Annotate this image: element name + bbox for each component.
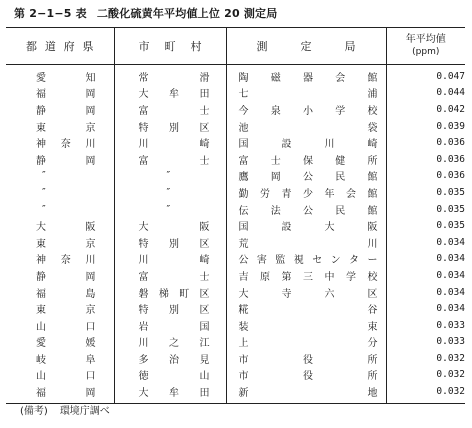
city-cell-char: 特 [138, 122, 149, 134]
prefecture-cell-ditto-mark: ″ [42, 203, 46, 215]
value-cell: 0.039 [386, 118, 465, 135]
station-cell-char: 会 [335, 72, 346, 84]
station-cell-char: 川 [324, 139, 335, 151]
station-cell-char: 今 [238, 105, 249, 117]
station-cell-char: 国 [238, 222, 249, 234]
station-cell-char: 大 [238, 288, 249, 300]
city-cell-char: 別 [169, 238, 179, 250]
city-cell-char: 区 [199, 305, 210, 317]
station-cell-char: 中 [324, 271, 335, 283]
city-cell-char: 治 [169, 354, 179, 366]
value-cell: 0.035 [386, 184, 465, 201]
value-cell: 0.032 [386, 383, 465, 403]
station-cell [226, 85, 386, 102]
value-cell: 0.033 [386, 334, 465, 351]
station-cell-char: 泉 [270, 105, 281, 117]
station-cell [226, 65, 386, 85]
city-cell-char: 牟 [169, 89, 179, 101]
station-cell-char: 三 [303, 271, 313, 283]
city-cell-char: 特 [138, 305, 149, 317]
header-prefecture-char: 府 [63, 40, 75, 53]
station-cell-char: 所 [367, 371, 378, 383]
station-cell-char: 区 [367, 288, 378, 300]
city-cell-char: 大 [138, 89, 149, 101]
city-cell-char: 徳 [138, 371, 149, 383]
city-cell-char: 川 [138, 139, 149, 151]
prefecture-cell-ditto-mark: ″ [42, 186, 46, 198]
station-cell [226, 151, 386, 168]
prefecture-cell-char: 静 [36, 271, 46, 283]
station-cell-char: 浦 [367, 89, 378, 101]
station-cell-char: 害 [256, 255, 267, 267]
station-cell-char: 伝 [238, 205, 249, 217]
table-row [6, 151, 465, 168]
station-cell-char: 装 [238, 321, 249, 333]
prefecture-cell [6, 300, 114, 317]
station-cell [226, 350, 386, 367]
station-cell [226, 118, 386, 135]
station-cell-char: 吉 [238, 271, 249, 283]
station-cell-char: 第 [281, 271, 292, 283]
city-cell [114, 367, 226, 384]
city-cell-char: 田 [199, 388, 210, 400]
prefecture-cell-char: 知 [85, 72, 96, 84]
value-cell: 0.032 [386, 367, 465, 384]
station-cell-char: 健 [335, 155, 346, 167]
city-cell-char: 崎 [199, 255, 210, 267]
table-row [6, 234, 465, 251]
value-cell: 0.034 [386, 300, 465, 317]
station-cell-char: 学 [335, 105, 346, 117]
city-cell [114, 267, 226, 284]
station-cell-char: 束 [367, 321, 378, 333]
station-cell [226, 184, 386, 201]
prefecture-cell-char: 神 [36, 139, 46, 151]
station-cell [226, 317, 386, 334]
prefecture-cell-char: 奈 [60, 255, 71, 267]
prefecture-cell-char: 口 [85, 371, 96, 383]
station-cell-char: 民 [335, 172, 346, 184]
station-cell-char: 地 [367, 388, 378, 400]
header-station-char: 定 [300, 40, 312, 53]
prefecture-cell-ditto-mark: ″ [42, 170, 46, 182]
station-cell-char: ン [330, 255, 341, 267]
header-row [6, 28, 465, 65]
city-cell-char: 区 [199, 122, 210, 134]
station-cell [226, 217, 386, 234]
prefecture-cell [6, 65, 114, 85]
station-cell [226, 168, 386, 185]
prefecture-cell [6, 85, 114, 102]
station-cell-char: 館 [367, 72, 378, 84]
station-cell-char: 役 [303, 371, 313, 383]
city-cell-char: 牟 [169, 388, 179, 400]
city-cell-char: 川 [138, 255, 149, 267]
station-cell [226, 101, 386, 118]
station-cell-char: 館 [367, 172, 378, 184]
header-prefecture-char: 都 [26, 40, 37, 53]
city-cell [114, 201, 226, 218]
station-cell [226, 134, 386, 151]
city-cell-char: 常 [138, 72, 149, 84]
city-cell-ditto-mark: ″ [166, 186, 171, 198]
footnote-label: (備考) [20, 406, 48, 417]
prefecture-cell-char: 京 [85, 122, 96, 134]
header-prefecture-char: 道 [44, 40, 56, 53]
station-cell-char: 市 [238, 354, 249, 366]
city-cell [114, 251, 226, 268]
station-cell [226, 234, 386, 251]
table-row [6, 317, 465, 334]
prefecture-cell [6, 168, 114, 185]
city-cell [114, 234, 226, 251]
value-cell: 0.034 [386, 234, 465, 251]
station-cell-char: 寺 [281, 288, 292, 300]
station-cell-char: 袋 [367, 122, 378, 134]
table-row [6, 201, 465, 218]
table-number: 第 2−1−5 表 [14, 7, 87, 20]
prefecture-cell-char: 媛 [85, 338, 96, 350]
station-cell-char: 民 [335, 205, 346, 217]
station-cell-char: 青 [281, 188, 292, 200]
station-cell [226, 383, 386, 403]
city-cell-char: 町 [179, 288, 190, 300]
station-cell-char: 崎 [367, 139, 378, 151]
table-row [6, 367, 465, 384]
prefecture-cell-char: 愛 [36, 72, 46, 84]
station-cell-char: タ [349, 255, 360, 267]
station-cell-char: 糀 [238, 305, 249, 317]
prefecture-cell-char: 島 [85, 288, 96, 300]
station-cell-char: 陶 [238, 72, 249, 84]
value-cell: 0.032 [386, 350, 465, 367]
table-row [6, 383, 465, 403]
city-cell-ditto-mark: ″ [166, 203, 171, 215]
prefecture-cell-char: 愛 [36, 338, 46, 350]
station-cell-char: 労 [260, 188, 270, 200]
prefecture-cell-char: 岐 [36, 354, 46, 366]
station-cell-char: 上 [238, 338, 249, 350]
station-cell-char: 富 [238, 155, 249, 167]
city-cell-char: 士 [199, 105, 210, 117]
prefecture-cell-char: 山 [36, 371, 46, 383]
header-station-char: 局 [344, 40, 356, 53]
city-cell [114, 85, 226, 102]
station-cell-char: 少 [303, 188, 313, 200]
prefecture-cell-char: 奈 [60, 139, 71, 151]
city-cell [114, 300, 226, 317]
station-cell-char: 役 [303, 354, 313, 366]
station-cell-char: 学 [346, 271, 356, 283]
city-cell-char: 多 [138, 354, 149, 366]
city-cell-char: 磐 [138, 288, 149, 300]
table-caption: 二酸化硫黄年平均値上位 20 測定局 [96, 7, 278, 20]
prefecture-cell-char: 口 [85, 321, 96, 333]
station-cell-char: 小 [303, 105, 313, 117]
station-cell-char: 七 [238, 89, 249, 101]
prefecture-cell [6, 101, 114, 118]
station-cell-char: 保 [303, 155, 313, 167]
prefecture-cell-char: 山 [36, 321, 46, 333]
city-cell [114, 284, 226, 301]
prefecture-cell [6, 151, 114, 168]
prefecture-cell [6, 134, 114, 151]
city-cell [114, 334, 226, 351]
station-cell-char: 磁 [270, 72, 281, 84]
prefecture-cell [6, 350, 114, 367]
city-cell [114, 217, 226, 234]
value-cell: 0.034 [386, 284, 465, 301]
station-cell-char: 六 [324, 288, 335, 300]
station-cell-char: 大 [324, 222, 335, 234]
station-cell-char: 分 [367, 338, 378, 350]
header-station-char: 測 [256, 40, 268, 53]
table-row [6, 101, 465, 118]
station-cell-char: 岡 [270, 172, 281, 184]
prefecture-cell-char: 福 [36, 89, 46, 101]
station-cell-char: 館 [367, 205, 378, 217]
station-cell-char: 新 [238, 388, 249, 400]
city-cell-char: 川 [138, 338, 149, 350]
city-cell-ditto-mark: ″ [166, 170, 171, 182]
table-row [6, 251, 465, 268]
station-cell-char: 館 [367, 188, 378, 200]
footnote [20, 402, 110, 417]
prefecture-cell [6, 217, 114, 234]
city-cell-char: 崎 [199, 139, 210, 151]
city-cell-char: 士 [199, 271, 210, 283]
station-cell [226, 284, 386, 301]
prefecture-cell-char: 東 [36, 305, 46, 317]
table-row [6, 334, 465, 351]
city-cell-char: 見 [199, 354, 210, 366]
city-cell-char: 滑 [199, 72, 210, 84]
city-cell [114, 118, 226, 135]
station-cell-char: 公 [303, 205, 313, 217]
header-station [226, 28, 386, 65]
prefecture-cell [6, 383, 114, 403]
station-cell-char: 設 [281, 222, 292, 234]
header-city [114, 28, 226, 65]
station-cell-char: ー [367, 255, 378, 267]
station-cell [226, 201, 386, 218]
station-cell-char: 谷 [367, 305, 378, 317]
city-cell [114, 184, 226, 201]
prefecture-cell-char: 阪 [85, 222, 96, 234]
city-cell-char: 区 [199, 288, 210, 300]
city-cell [114, 383, 226, 403]
station-cell-char: 市 [238, 371, 249, 383]
prefecture-cell-char: 岡 [85, 271, 96, 283]
header-city-char: 市 [138, 40, 150, 53]
city-cell-char: 岩 [138, 321, 149, 333]
city-cell [114, 168, 226, 185]
city-cell [114, 350, 226, 367]
header-annual-mean [386, 28, 465, 65]
station-cell-char: 勤 [238, 188, 249, 200]
city-cell-char: 富 [138, 155, 149, 167]
city-cell [114, 151, 226, 168]
station-cell-char: 公 [238, 255, 249, 267]
so2-ranking-table [6, 27, 465, 404]
table-row [6, 184, 465, 201]
value-cell: 0.035 [386, 201, 465, 218]
prefecture-cell [6, 317, 114, 334]
station-cell-char: 荒 [238, 238, 249, 250]
station-cell-char: 監 [275, 255, 286, 267]
prefecture-cell-char: 川 [85, 139, 96, 151]
value-cell: 0.033 [386, 317, 465, 334]
value-cell: 0.036 [386, 168, 465, 185]
prefecture-cell [6, 367, 114, 384]
prefecture-cell-char: 京 [85, 238, 96, 250]
header-prefecture [6, 28, 114, 65]
header-value-unit: (ppm) [412, 47, 440, 57]
station-cell-char: 池 [238, 122, 249, 134]
prefecture-cell-char: 京 [85, 305, 96, 317]
city-cell [114, 65, 226, 85]
prefecture-cell-char: 岡 [85, 105, 96, 117]
station-cell-char: 鷹 [238, 172, 249, 184]
prefecture-cell [6, 184, 114, 201]
city-cell-char: 大 [138, 388, 149, 400]
city-cell-char: 富 [138, 105, 149, 117]
prefecture-cell-char: 岡 [85, 155, 96, 167]
table-title [14, 5, 277, 21]
prefecture-cell-char: 川 [85, 255, 96, 267]
value-cell: 0.036 [386, 134, 465, 151]
header-city-char: 町 [164, 40, 176, 53]
station-cell-char: 所 [367, 155, 378, 167]
prefecture-cell [6, 267, 114, 284]
value-cell: 0.035 [386, 217, 465, 234]
header-value-label: 年平均値 [405, 34, 446, 45]
prefecture-cell-char: 岡 [85, 89, 96, 101]
station-cell-char: 視 [293, 255, 304, 267]
prefecture-cell [6, 284, 114, 301]
city-cell-char: 江 [199, 338, 210, 350]
city-cell [114, 134, 226, 151]
value-cell: 0.047 [386, 65, 465, 85]
table-row [6, 267, 465, 284]
station-cell-char: 川 [367, 238, 378, 250]
prefecture-cell [6, 251, 114, 268]
city-cell-char: 阪 [199, 222, 210, 234]
city-cell-char: 区 [199, 238, 210, 250]
table-row [6, 118, 465, 135]
city-cell-char: 特 [138, 238, 149, 250]
prefecture-cell-char: 岡 [85, 388, 96, 400]
value-cell: 0.034 [386, 251, 465, 268]
table-row [6, 217, 465, 234]
station-cell-char: 設 [281, 139, 292, 151]
table-row [6, 284, 465, 301]
prefecture-cell-char: 大 [36, 222, 46, 234]
station-cell-char: 校 [367, 271, 378, 283]
city-cell [114, 101, 226, 118]
city-cell-char: 国 [199, 321, 210, 333]
station-cell [226, 334, 386, 351]
station-cell-char: 阪 [367, 222, 378, 234]
footnote-source: 環境庁調べ [59, 406, 110, 417]
city-cell-char: 梯 [158, 288, 169, 300]
station-cell-char: 士 [270, 155, 281, 167]
prefecture-cell-char: 神 [36, 255, 46, 267]
prefecture-cell-char: 静 [36, 155, 46, 167]
station-cell [226, 267, 386, 284]
value-cell: 0.036 [386, 151, 465, 168]
station-cell-char: 会 [346, 188, 356, 200]
table-row [6, 85, 465, 102]
value-cell: 0.042 [386, 101, 465, 118]
station-cell-char: 原 [260, 271, 270, 283]
city-cell-char: 別 [169, 305, 179, 317]
station-cell-char: 国 [238, 139, 249, 151]
station-cell-char: 校 [367, 105, 378, 117]
table-row [6, 65, 465, 85]
table-row [6, 168, 465, 185]
prefecture-cell-char: 静 [36, 105, 46, 117]
city-cell-char: 士 [199, 155, 210, 167]
station-cell-char: 所 [367, 354, 378, 366]
city-cell-char: 田 [199, 89, 210, 101]
prefecture-cell [6, 334, 114, 351]
table-row [6, 134, 465, 151]
city-cell-char: 大 [138, 222, 149, 234]
city-cell-char: 富 [138, 271, 149, 283]
prefecture-cell [6, 201, 114, 218]
prefecture-cell-char: 東 [36, 238, 46, 250]
prefecture-cell [6, 234, 114, 251]
value-cell: 0.034 [386, 267, 465, 284]
prefecture-cell-char: 福 [36, 388, 46, 400]
prefecture-cell-char: 阜 [85, 354, 96, 366]
city-cell-char: 山 [199, 371, 210, 383]
city-cell [114, 317, 226, 334]
prefecture-cell-char: 東 [36, 122, 46, 134]
station-cell [226, 367, 386, 384]
table-row [6, 300, 465, 317]
station-cell [226, 251, 386, 268]
station-cell-char: 公 [303, 172, 313, 184]
table-row [6, 350, 465, 367]
prefecture-cell [6, 118, 114, 135]
station-cell [226, 300, 386, 317]
header-prefecture-char: 県 [82, 40, 94, 53]
city-cell-char: 之 [169, 338, 179, 350]
station-cell-char: 年 [324, 188, 335, 200]
station-cell-char: 器 [303, 72, 313, 84]
station-cell-char: 法 [270, 205, 281, 217]
city-cell-char: 別 [169, 122, 179, 134]
prefecture-cell-char: 福 [36, 288, 46, 300]
header-city-char: 村 [190, 40, 202, 53]
value-cell: 0.044 [386, 85, 465, 102]
station-cell-char: セ [312, 255, 323, 267]
